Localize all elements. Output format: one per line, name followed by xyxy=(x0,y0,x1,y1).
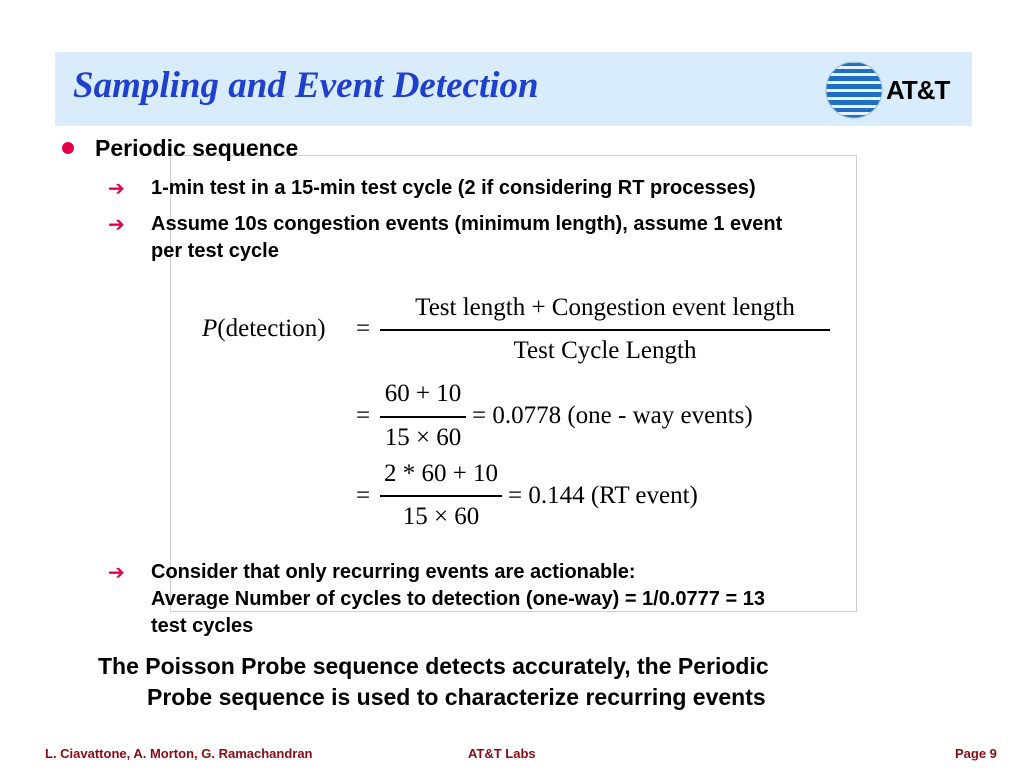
footer-page: Page 9 xyxy=(955,746,997,761)
eq3-fraction-bar xyxy=(380,495,502,497)
sub-item-line: per test cycle xyxy=(151,240,279,262)
eq2-fraction-bar xyxy=(380,416,466,418)
eq3-equals: = xyxy=(356,482,371,509)
sub-item-line: Average Number of cycles to detection (one-way) = 1/0.0777 = 13 xyxy=(151,588,765,610)
sub-item-line: Consider that only recurring events are actionable: xyxy=(151,561,636,583)
att-globe-icon xyxy=(824,60,884,120)
sub-item-text: 1-min test in a 15-min test cycle (2 if considering RT processes) xyxy=(151,177,756,199)
eq1-lhs-p: P xyxy=(202,315,218,342)
eq2-equals: = xyxy=(356,402,371,429)
eq1-fraction-bar xyxy=(380,329,830,331)
eq1-numerator: Test length + Congestion event length xyxy=(415,294,795,321)
eq1-denominator: Test Cycle Length xyxy=(513,337,697,364)
eq3-result: = 0.144 (RT event) xyxy=(508,482,698,509)
footer-org: AT&T Labs xyxy=(468,746,536,761)
arrow-right-icon: ➔ xyxy=(108,212,125,236)
footer-authors: L. Ciavattone, A. Morton, G. Ramachandran xyxy=(45,746,313,761)
title-band xyxy=(55,52,972,126)
slide-title: Sampling and Event Detection xyxy=(73,65,539,106)
conclusion-line: The Poisson Probe sequence detects accurately, the Periodic xyxy=(98,653,769,679)
arrow-right-icon: ➔ xyxy=(108,176,125,200)
eq1-lhs xyxy=(202,315,326,343)
bullet-label: Periodic sequence xyxy=(95,135,299,161)
conclusion xyxy=(98,651,958,713)
eq3-denominator: 15 × 60 xyxy=(402,503,480,530)
att-logo-text: AT&T xyxy=(886,75,950,105)
eq2-numerator: 60 + 10 xyxy=(384,380,462,407)
att-logo xyxy=(824,60,964,120)
eq3-numerator: 2 * 60 + 10 xyxy=(383,460,499,487)
arrow-right-icon: ➔ xyxy=(108,560,125,584)
bullet-dot-icon xyxy=(62,142,74,154)
eq1-lhs-rest: (detection) xyxy=(217,315,326,342)
sub-item-text xyxy=(151,559,765,640)
sub-item-line: test cycles xyxy=(151,615,254,637)
sub-item-text xyxy=(151,211,782,265)
sub-item-line: Assume 10s congestion events (minimum length), assume 1 event xyxy=(151,213,783,235)
eq1-equals: = xyxy=(356,315,371,342)
eq2-denominator: 15 × 60 xyxy=(384,424,462,451)
conclusion-line: Probe sequence is used to characterize recurring events xyxy=(147,684,766,710)
eq2-result: = 0.0778 (one - way events) xyxy=(472,402,753,429)
